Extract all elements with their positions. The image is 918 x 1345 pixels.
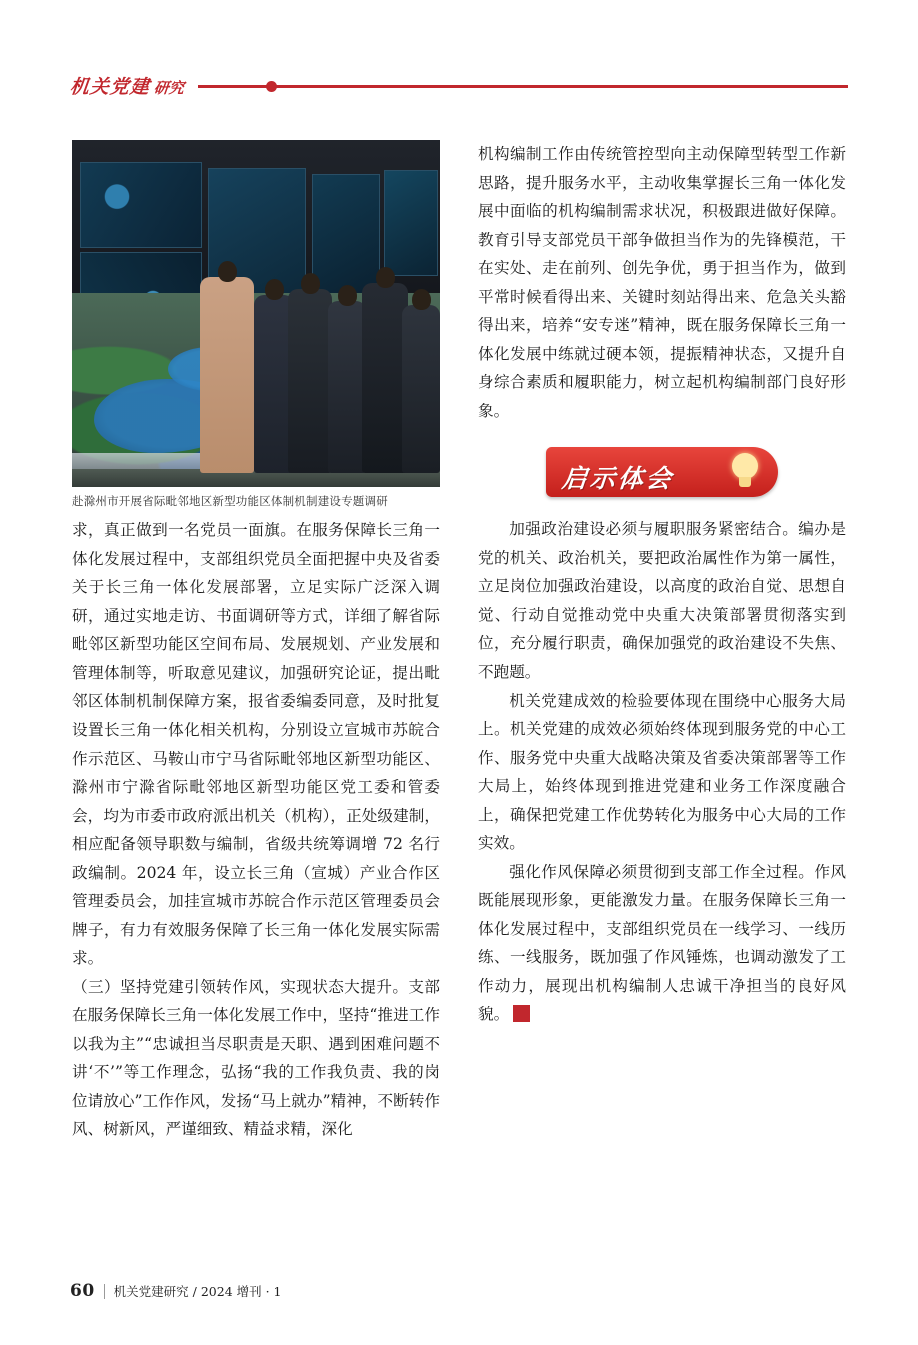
page-footer <box>70 1281 282 1301</box>
masthead-logo <box>70 72 184 99</box>
figure-caption: 赴滁州市开展省际毗邻地区新型功能区体制机制建设专题调研 <box>72 494 388 508</box>
footer-publication-title: 机关党建研究 / 2024 增刊 · 1 <box>113 1284 282 1299</box>
photo-display-screen-5 <box>384 170 438 276</box>
body-paragraph: 求，真正做到一名党员一面旗。在服务保障长三角一体化发展过程中，支部组织党员全面把握中央及省委关于长三角一体化发展部署，立足实际广泛深入调研，通过实地走访、书面调研等方式，详细了解省际毗邻区新型功能区空间布局、发展规划、产业发展和管理体制等，听取意见建议，加强研究论证，提出毗邻区体制机制保障方案，报省委编委同意，及时批复设置长三角一体化相关机构，分别设立宣城市苏皖合作示范区、马鞍山市宁马省际毗邻地区新型功能区、滁州市宁滁省际毗邻地区新型功能区党工委和管委会，均为市委市政府派出机关（机构），正处级建制，相应配备领导职数与编制，省级共统筹调增 72 名行政编制。2024 年，设立长三角（宣城）产业合作区管理委员会，加挂宣城市苏皖合作示范区管理委员会牌子，有力有效服务保障了长三角一体化发展实际需求。 <box>72 521 440 968</box>
masthead-logo-sub: 研究 <box>153 79 185 97</box>
header-dot-marker <box>266 81 277 92</box>
left-text-column <box>72 140 440 1144</box>
article-figure <box>72 140 440 510</box>
photo-person <box>328 301 366 473</box>
masthead-logo-main: 机关党建 <box>68 76 152 98</box>
photo-person-head <box>265 279 284 300</box>
page-number: 60 <box>70 1281 95 1301</box>
photo-person-head <box>376 267 395 288</box>
body-paragraph: （三）坚持党建引领转作风，实现状态大提升。支部在服务保障长三角一体化发展工作中，坚持“推进工作以我为主”“忠诚担当尽职责是天职、遇到困难问题不讲‘不’”等工作理念，弘扬“我的工作我负责、我的岗位请放心”工作作风，发扬“马上就办”精神，不断转作风、树新风，严谨细致、精益求精，深化 <box>72 977 440 1139</box>
body-paragraph: 机构编制工作由传统管控型向主动保障型转型工作新思路，提升服务水平，主动收集掌握长三角一体化发展中面临的机构编制需求状况，积极跟进做好保障。教育引导支部党员干部争做担当作为的先锋模范，干在实处、走在前列、创先争优，勇于担当作为，做到平常时候看得出来、关键时刻站得出来、危急关头豁得出来，培养“安专迷”精神，既在服务保障长三角一体化发展中练就过硬本领，提振精神状态，又提升自身综合素质和履职能力，树立起机构编制部门良好形象。 <box>478 145 846 420</box>
body-paragraph <box>478 858 846 1029</box>
page-header <box>70 72 848 106</box>
photo-person <box>288 289 332 473</box>
photo-person-head <box>301 273 320 294</box>
right-text-column <box>478 140 846 1029</box>
lightbulb-glass <box>732 453 758 479</box>
photo-person <box>200 277 254 473</box>
photo-display-screen-1 <box>80 162 202 248</box>
photo-person <box>402 305 440 473</box>
body-paragraph-text: 强化作风保障必须贯彻到支部工作全过程。作风既能展现形象，更能激发力量。在服务保障长三角一体化发展过程中，支部组织党员在一线学习、一线历练、一线服务，既加强了作风锤炼，也调动激发了工作动力，展现出机构编制人忠诚干净担当的良好风貌。 <box>478 862 846 1024</box>
lightbulb-base <box>739 477 751 487</box>
footer-separator <box>104 1284 105 1299</box>
end-of-article-mark <box>513 1005 530 1022</box>
body-paragraph: 机关党建成效的检验要体现在围绕中心服务大局上。机关党建的成效必须始终体现到服务党的中心工作、服务党中央重大战略决策及省委决策部署等工作大局上，始终体现到推进党建和业务工作深度融合上，确保把党建工作优势转化为服务中心大局的工作实效。 <box>478 691 846 853</box>
photo-display-screen-4 <box>312 174 380 296</box>
figure-photograph <box>72 140 440 487</box>
photo-person-head <box>338 285 357 306</box>
photo-person-head <box>412 289 431 310</box>
section-heading-badge-wrapper <box>478 447 846 497</box>
badge-label: 启示体会 <box>560 464 676 494</box>
lightbulb-icon <box>728 453 762 491</box>
section-heading-badge <box>546 447 778 497</box>
header-divider-rule <box>198 85 848 88</box>
photo-person-head <box>218 261 237 282</box>
body-paragraph: 加强政治建设必须与履职服务紧密结合。编办是党的机关、政治机关，要把政治属性作为第一属性，立足岗位加强政治建设，以高度的政治自觉、思想自觉、行动自觉推动党中央重大决策部署贯彻落实到位，充分履行职责，确保加强党的政治建设不失焦、不跑题。 <box>478 520 846 681</box>
